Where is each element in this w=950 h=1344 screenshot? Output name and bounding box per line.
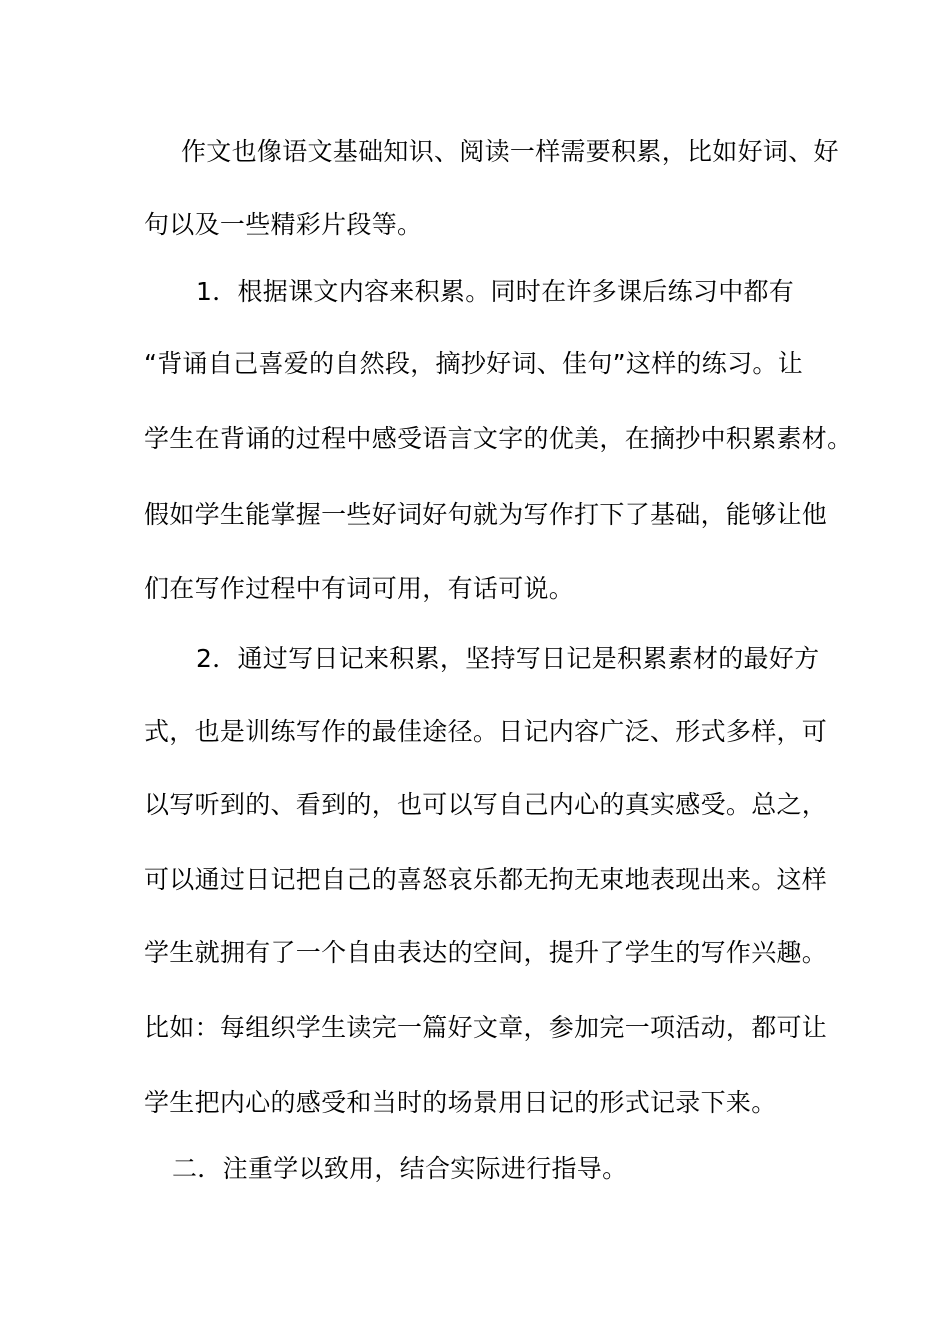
text-line: 2．通过写日记来积累，坚持写日记是积累素材的最好方 — [196, 644, 820, 673]
text-line: “背诵自己喜爱的自然段，摘抄好词、佳句”这样的练习。让 — [144, 349, 804, 378]
text-line: 学生把内心的感受和当时的场景用日记的形式记录下来。 — [144, 1088, 777, 1117]
text-line: 式，也是训练写作的最佳途径。日记内容广泛、形式多样，可 — [144, 717, 828, 746]
text-line: 可以通过日记把自己的喜怒哀乐都无拘无束地表现出来。这样 — [144, 865, 828, 894]
text-line: 1．根据课文内容来积累。同时在许多课后练习中都有 — [196, 277, 795, 306]
text-line: 比如：每组织学生读完一篇好文章，参加完一项活动，都可让 — [144, 1013, 828, 1042]
text-line: 以写听到的、看到的，也可以写自己内心的真实感受。总之， — [144, 790, 828, 819]
text-line: 假如学生能掌握一些好词好句就为写作打下了基础，能够让他 — [144, 500, 828, 529]
text-line: 们在写作过程中有词可用，有话可说。 — [144, 574, 575, 603]
text-line: 作文也像语文基础知识、阅读一样需要积累，比如好词、好 — [181, 137, 839, 166]
heading-line: 二．注重学以致用，结合实际进行指导。 — [172, 1154, 628, 1183]
text-line: 句以及一些精彩片段等。 — [144, 210, 423, 239]
text-line: 学生就拥有了一个自由表达的空间，提升了学生的写作兴趣。 — [144, 938, 828, 967]
text-line: 学生在背诵的过程中感受语言文字的优美，在摘抄中积累素材。 — [144, 424, 853, 453]
